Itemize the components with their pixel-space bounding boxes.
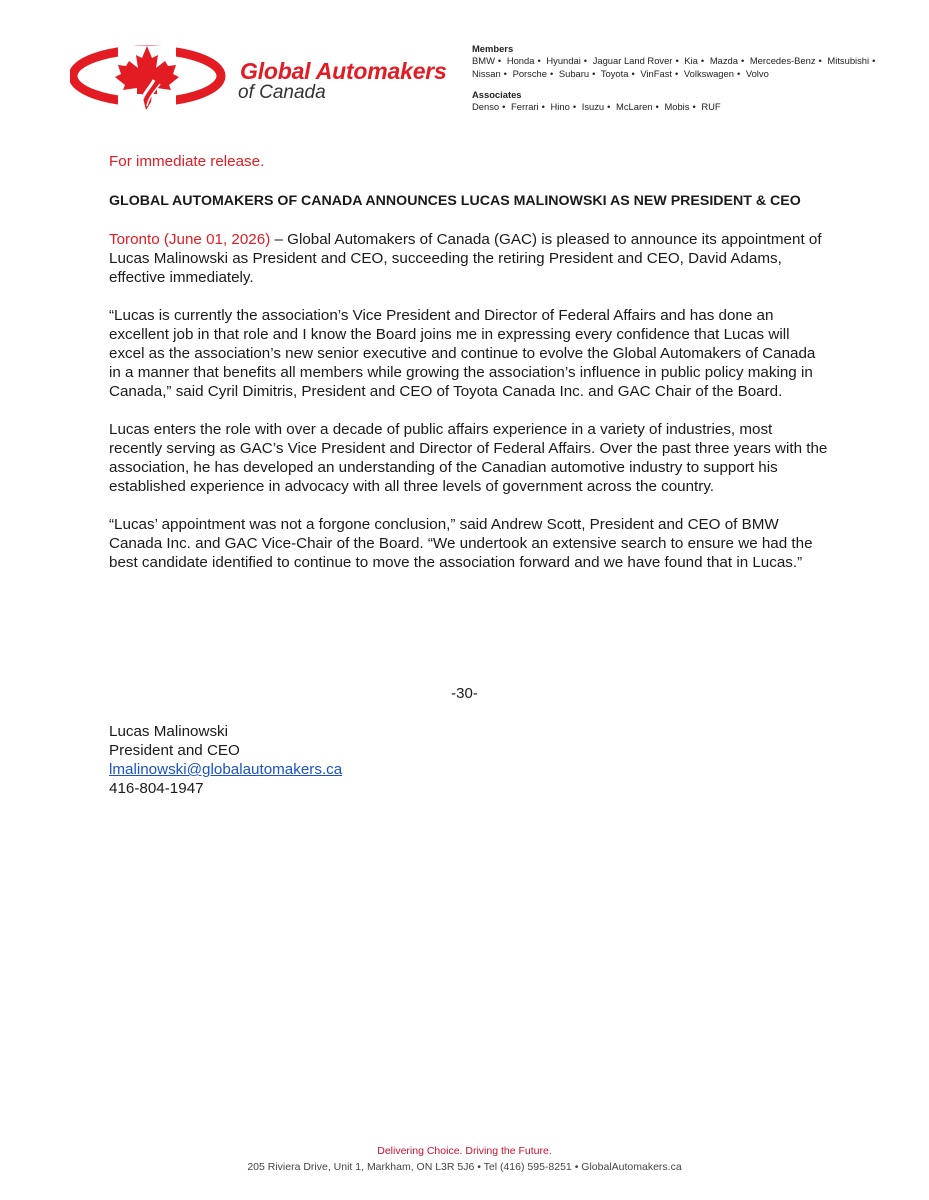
- associate-item: Mobis: [664, 101, 690, 113]
- associate-item: Denso: [472, 101, 500, 113]
- bullet-separator: •: [537, 55, 541, 67]
- member-item: Volkswagen: [683, 67, 734, 79]
- logo-name: Global Automakers: [240, 58, 447, 84]
- bullet-separator: •: [631, 67, 635, 79]
- footer-tagline: Delivering Choice. Driving the Future.: [377, 1145, 552, 1157]
- bullet-separator: •: [675, 55, 679, 67]
- member-item: Jaguar Land Rover: [592, 55, 673, 67]
- press-release-body: [109, 152, 829, 572]
- company-logo: [70, 44, 450, 114]
- paragraph-1: [109, 230, 829, 287]
- associates-heading: Associates: [472, 88, 522, 100]
- contact-phone: 416-804-1947: [109, 780, 204, 797]
- contact-block: [109, 722, 342, 798]
- release-label: For immediate release.: [109, 153, 265, 170]
- bullet-separator: •: [692, 101, 696, 113]
- members-list: [472, 55, 912, 80]
- bullet-separator: •: [541, 101, 545, 113]
- bullet-separator: •: [655, 101, 659, 113]
- member-item: Mazda: [709, 55, 738, 67]
- bullet-separator: •: [872, 55, 876, 67]
- members-heading: Members: [472, 43, 514, 54]
- dateline: Toronto (June 01, 2026): [109, 231, 271, 248]
- contact-name: Lucas Malinowski: [109, 723, 229, 740]
- bullet-separator: •: [740, 55, 745, 67]
- member-item: Kia: [684, 55, 698, 67]
- member-item: VinFast: [640, 67, 672, 79]
- member-item: Toyota: [600, 67, 629, 79]
- associates-list: [472, 101, 912, 113]
- associate-item: Hino: [550, 101, 570, 113]
- bullet-separator: •: [736, 67, 741, 79]
- contact-email-link[interactable]: lmalinowski@globalautomakers.ca: [109, 761, 343, 778]
- member-item: Nissan: [472, 67, 501, 79]
- bullet-separator: •: [607, 101, 611, 113]
- bullet-separator: •: [583, 55, 588, 67]
- maple-leaf-swoosh-icon: [70, 44, 230, 114]
- contact-title: President and CEO: [109, 742, 240, 759]
- bullet-separator: •: [572, 101, 577, 113]
- bullet-separator: •: [497, 55, 502, 67]
- paragraph-2: “Lucas is currently the association’s Vice President and Director of Federal Affairs and has done an excellent job in that role and I know the Board joins me in expressing every confidence that Lucas will excel as the association’s new senior executive and continue to evolve the Global Automakers of Canada in a manner that benefits all members while growing the association’s influence in public policy making in Canada,” said Cyril Dimitris, President and CEO of Toyota Canada Inc. and GAC Chair of the Board.: [109, 307, 816, 400]
- bullet-separator: •: [818, 55, 822, 67]
- logo-subtitle: of Canada: [238, 82, 326, 103]
- footer-address: 205 Riviera Drive, Unit 1, Markham, ON L3R 5J6 • Tel (416) 595-8251 • GlobalAutomakers.ca: [247, 1161, 682, 1173]
- member-item: Volvo: [745, 67, 769, 79]
- headline: GLOBAL AUTOMAKERS OF CANADA ANNOUNCES LUCAS MALINOWSKI AS NEW PRESIDENT & CEO: [109, 193, 801, 209]
- member-item: Mercedes-Benz: [749, 55, 816, 67]
- associate-item: Isuzu: [581, 101, 605, 113]
- end-mark: -30-: [451, 685, 478, 702]
- associate-item: McLaren: [616, 101, 653, 113]
- associate-item: RUF: [701, 101, 721, 113]
- members-block: [472, 43, 912, 113]
- bullet-separator: •: [700, 55, 705, 67]
- bullet-separator: •: [549, 67, 554, 79]
- paragraph-1-text: – Global Automakers of Canada (GAC) is pleased to announce its appointment of Lucas Malinowski as President and CEO, succeeding the retiring President and CEO, David Adams, effective immediately.: [109, 231, 822, 286]
- member-item: Porsche: [512, 67, 547, 79]
- paragraph-4: “Lucas’ appointment was not a forgone conclusion,” said Andrew Scott, President and CEO of BMW Canada Inc. and GAC Vice-Chair of the Board. “We undertook an extensive search to ensure we had the best candidate identified to continue to move the association forward and we have found that in Lucas.”: [109, 516, 813, 571]
- bullet-separator: •: [675, 67, 679, 79]
- bullet-separator: •: [592, 67, 596, 79]
- bullet-separator: •: [502, 101, 506, 113]
- member-item: Mitsubishi: [827, 55, 870, 67]
- paragraph-3: Lucas enters the role with over a decade of public affairs experience in a variety of industries, most recently serving as GAC’s Vice President and Director of Federal Affairs. Over the past three years with the association, he has developed an understanding of the Canadian automotive industry to support his established experience in advocacy with all three levels of government across the country.: [109, 421, 828, 495]
- member-item: Honda: [506, 55, 535, 67]
- member-item: Hyundai: [546, 55, 581, 67]
- bullet-separator: •: [503, 67, 507, 79]
- member-item: Subaru: [558, 67, 590, 79]
- associate-item: Ferrari: [511, 101, 539, 113]
- member-item: BMW: [472, 55, 495, 67]
